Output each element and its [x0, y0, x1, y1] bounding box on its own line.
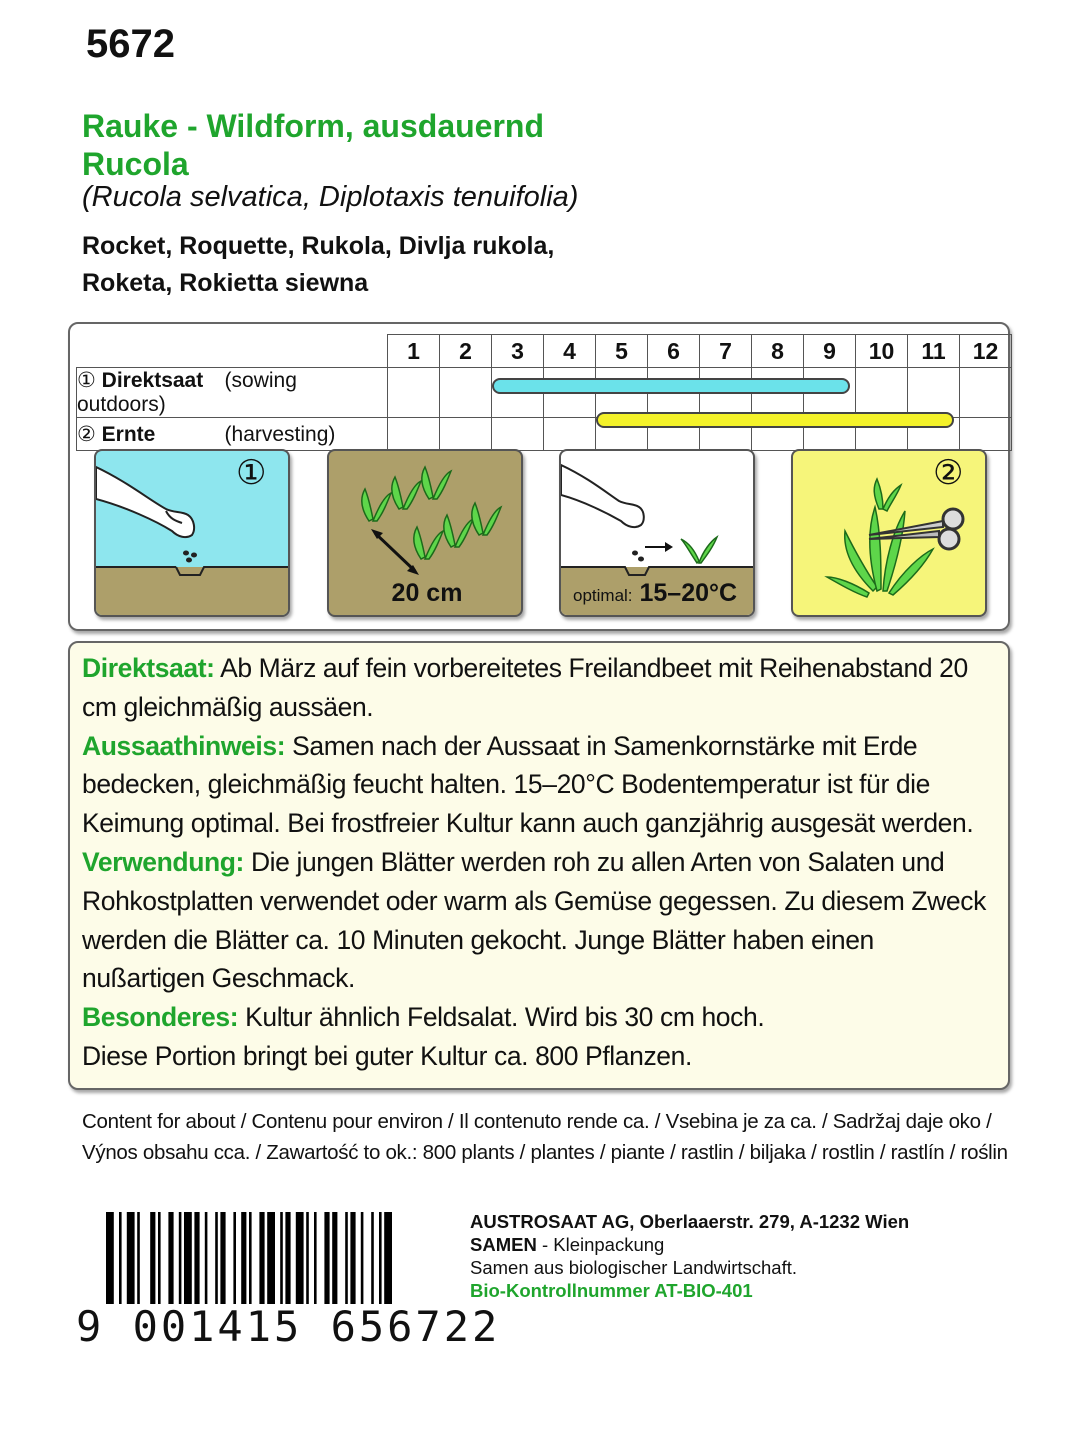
sowing-pictogram: [94, 449, 290, 617]
content-line2: Výnos obsahu cca. / Zawartość to ok.: 800 plants / plantes / piante / rastlin / biljaka / rostlin / rastlín / roślin: [82, 1141, 1008, 1164]
bio-control-number: Bio-Kontrollnummer AT-BIO-401: [470, 1280, 753, 1301]
barcode-bar: [158, 1212, 161, 1304]
row-number: ①: [77, 369, 96, 392]
product-title: Rucola: [82, 146, 189, 182]
barcode-bar: [127, 1212, 135, 1304]
translated-names-line2: Roketa, Rokietta siewna: [82, 269, 369, 297]
barcode-bar: [184, 1212, 192, 1304]
barcode-bar: [371, 1212, 374, 1304]
verwendung-text: Die jungen Blätter werden roh zu allen Arten von Salaten und Rohkostplatten verwendet oder warm als Gemüse gegessen. Zu diesem Zweck werden die Blätter ca. 10 Minuten gekocht. Junge Blätter haben einen nußartigen Geschmack.: [82, 846, 986, 994]
barcode-bar: [296, 1212, 304, 1304]
month-label: 2: [440, 335, 492, 368]
barcode-bar: [194, 1212, 199, 1304]
product-title-german: Rauke - Wildform, ausdauernd: [82, 108, 544, 144]
barcode-bar: [280, 1212, 283, 1304]
barcode-bar: [249, 1212, 252, 1304]
content-info: [82, 1106, 1012, 1168]
barcode-bar: [361, 1212, 364, 1304]
company-address: AUSTROSAAT AG, Oberlaaerstr. 279, A-1232 Wien: [470, 1211, 910, 1232]
aussaathinweis-term: Aussaathinweis:: [82, 730, 286, 761]
row-number: ②: [77, 422, 96, 446]
besonderes-paragraph: [82, 998, 1002, 1037]
calendar-row-label: [77, 418, 388, 451]
barcode-bar: [345, 1212, 348, 1304]
month-label: 7: [700, 335, 752, 368]
besonderes-text: Kultur ähnlich Feldsalat. Wird bis 30 cm hoch.: [238, 1002, 765, 1033]
barcode-bar: [285, 1212, 290, 1304]
besonderes-term: Besonderes:: [82, 1002, 239, 1033]
latin-name: (Rucola selvatica, Diplotaxis tenuifolia): [82, 181, 579, 213]
barcode-bar: [168, 1212, 173, 1304]
temperature-pictogram: [559, 449, 755, 617]
barcode-bar: [306, 1212, 309, 1304]
barcode-bar: [332, 1212, 337, 1304]
aussaathinweis-text: Samen nach der Aussaat in Samenkornstärke mit Erde bedecken, gleichmäßig feucht halten. 15–20°C Bodentemperatur ist für die Keimung optimal. Bei frostfreier Kultur kann auch ganzjährig ausgesät werden.: [82, 730, 974, 839]
month-label: 5: [596, 335, 648, 368]
barcode-bar: [119, 1212, 122, 1304]
barcode-bar: [179, 1212, 182, 1304]
barcode-bar: [259, 1212, 264, 1304]
barcode-bar: [241, 1212, 246, 1304]
calendar-row-label: [77, 368, 388, 418]
verwendung-paragraph: [82, 843, 1002, 998]
bio-text: Samen aus biologischer Landwirtschaft.: [470, 1257, 798, 1278]
description-text: [82, 649, 1002, 1076]
harvest-period-bar: [596, 412, 954, 428]
aussaathinweis-paragraph: [82, 727, 1002, 843]
row-translation: (harvesting): [224, 422, 336, 446]
direktsaat-paragraph: [82, 649, 1002, 727]
harvest-pictogram: [791, 449, 987, 617]
barcode-bar: [233, 1212, 236, 1304]
barcode-bar: [384, 1212, 392, 1304]
month-label: 3: [492, 335, 544, 368]
translated-names-line1: Rocket, Roquette, Rukola, Divlja rukola,: [82, 232, 555, 260]
temperature-label: [573, 579, 737, 608]
row-translation: (sowing outdoors): [77, 369, 297, 416]
step-two-badge: ②: [933, 454, 964, 492]
product-number: 5672: [86, 22, 175, 66]
spacing-pictogram: [327, 449, 523, 617]
barcode-bar: [314, 1212, 317, 1304]
direktsaat-text: Ab März auf fein vorbereitetes Freilandbeet mit Reihenabstand 20 cm gleichmäßig aussäen.: [82, 653, 968, 722]
barcode-bar: [350, 1212, 355, 1304]
barcode-bar: [220, 1212, 225, 1304]
samen-text: - Kleinpackung: [536, 1234, 665, 1255]
step-one-badge: ①: [236, 454, 267, 492]
samen-label: SAMEN: [470, 1234, 537, 1255]
month-label: 11: [908, 335, 960, 368]
month-label: 9: [804, 335, 856, 368]
month-label: 8: [752, 335, 804, 368]
barcode-bar: [267, 1212, 275, 1304]
optimal-label: optimal:: [573, 586, 633, 605]
barcode-bar: [324, 1212, 329, 1304]
sowing-period-bar: [492, 378, 850, 394]
row-spacing-label: 20 cm: [391, 579, 463, 607]
portion-text: Diese Portion bringt bei guter Kultur ca. 800 Pflanzen.: [82, 1040, 692, 1071]
barcode-digits: 9 001415 656722: [76, 1302, 501, 1351]
month-label: 6: [648, 335, 700, 368]
barcode-bar: [150, 1212, 155, 1304]
packaging-line: [470, 1233, 909, 1256]
month-label: 12: [960, 335, 1012, 368]
verwendung-term: Verwendung:: [82, 846, 244, 877]
barcode-bar: [215, 1212, 218, 1304]
calendar-header-row: [77, 335, 1012, 368]
month-label: 1: [388, 335, 440, 368]
content-line1: Content for about / Contenu pour environ / Il contenuto rende ca. / Vsebina je za ca. / Sadržaj daje oko /: [82, 1110, 992, 1133]
direktsaat-term: Direktsaat:: [82, 653, 215, 683]
company-info: [470, 1210, 909, 1302]
barcode-bar: [137, 1212, 140, 1304]
row-name: Ernte: [101, 422, 156, 446]
barcode-bar: [106, 1212, 114, 1304]
temperature-value: 15–20°C: [639, 579, 738, 607]
barcode-bar: [205, 1212, 208, 1304]
barcode-bar: [379, 1212, 382, 1304]
barcode: [76, 1212, 440, 1304]
month-label: 4: [544, 335, 596, 368]
month-label: 10: [856, 335, 908, 368]
row-name: Direktsaat: [101, 369, 204, 392]
